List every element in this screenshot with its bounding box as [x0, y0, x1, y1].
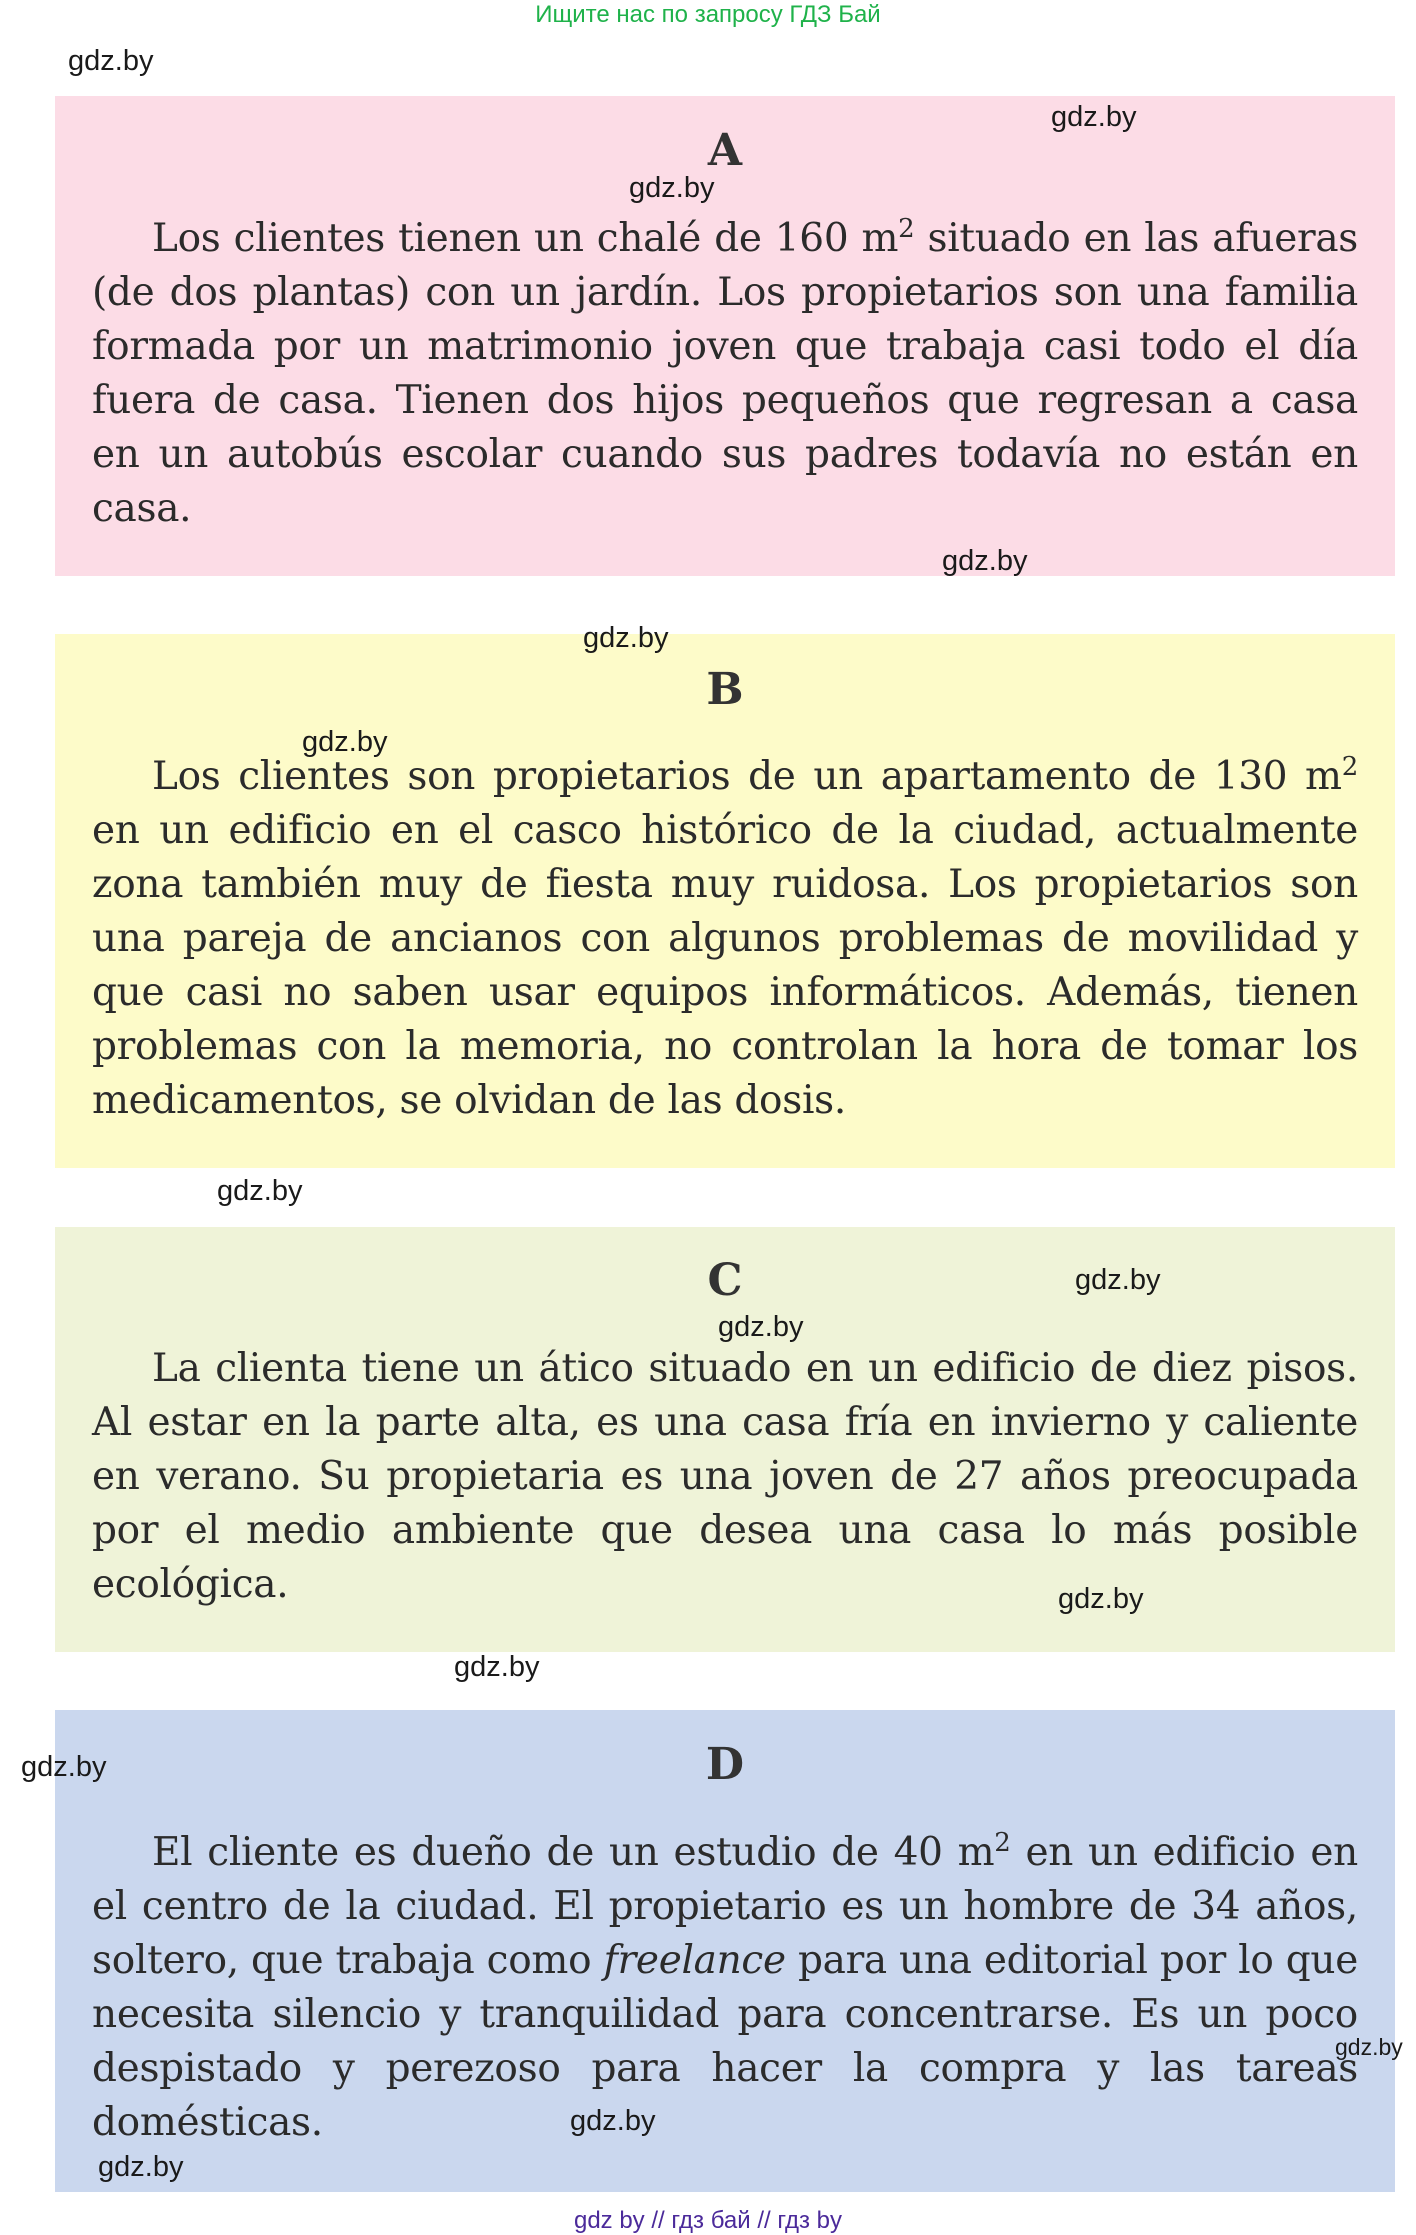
- watermark: gdz.by: [1075, 1264, 1161, 1296]
- footer-links: gdz by // гдз бай // гдз by: [573, 2207, 843, 2234]
- card-d-text: El cliente es dueño de un estudio de 40 $m^2$ en un edificio en el centro de la ciudad. El propietario es un hombre de 34 años, soltero, que trabaja como freelance para una editorial por lo que necesita silencio y tranquilidad para concentrarse. Es un poco despistado y perezoso para hacer la compra y las tareas domésticas.: [92, 1828, 1359, 2145]
- card-b: [55, 634, 1395, 1168]
- watermark: gdz.by: [583, 622, 669, 654]
- card-d: [55, 1710, 1395, 2192]
- watermark: gdz.by: [98, 2151, 184, 2183]
- watermark: gdz.by: [629, 172, 715, 204]
- card-c: [55, 1227, 1395, 1652]
- card-a: [55, 96, 1395, 576]
- watermark: gdz.by: [1335, 2034, 1403, 2060]
- watermark: gdz.by: [718, 1311, 804, 1343]
- watermark: gdz.by: [570, 2105, 656, 2137]
- top-banner: Ищите нас по запросу ГДЗ Бай: [535, 1, 881, 28]
- card-b-letter: B: [706, 664, 744, 715]
- watermark: gdz.by: [21, 1751, 107, 1783]
- watermark: gdz.by: [302, 726, 388, 758]
- watermark: gdz.by: [1051, 101, 1137, 133]
- card-a-letter: A: [707, 125, 743, 176]
- card-c-letter: C: [707, 1255, 743, 1306]
- watermark: gdz.by: [1058, 1583, 1144, 1615]
- watermark: gdz.by: [217, 1175, 303, 1207]
- card-c-text: La clienta tiene un ático situado en un edificio de diez pisos. Al estar en la parte alta, es una casa fría en invierno y caliente en verano. Su propietaria es una joven de 27 años preocupada por el medio ambiente que desea una casa lo más posible ecológica.: [92, 1346, 1358, 1607]
- card-d-letter: D: [705, 1739, 745, 1790]
- card-a-text: Los clientes tienen un chalé de 160 $m^2$ situado en las afueras (de dos plantas) con un jardín. Los propietarios son una familia formada por un matrimonio joven que trabaja casi todo el día fuera de casa. Tienen dos hijos pequeños que regresan a casa en un autobús escolar cuando sus padres todavía no están en casa.: [92, 214, 1358, 531]
- watermark: gdz.by: [942, 545, 1028, 577]
- watermark: gdz.by: [454, 1651, 540, 1683]
- watermark: gdz.by: [68, 45, 154, 77]
- card-b-text: Los clientes son propietarios de un apartamento de 130 $m^2$ en un edificio en el casco histórico de la ciudad, actualmente zona también muy de fiesta muy ruidosa. Los propietarios son una pareja de ancianos con algunos problemas de movilidad y que casi no saben usar equipos informáticos. Además, tienen problemas con la memoria, no controlan la hora de tomar los medicamentos, se olvidan de las dosis.: [92, 752, 1358, 1123]
